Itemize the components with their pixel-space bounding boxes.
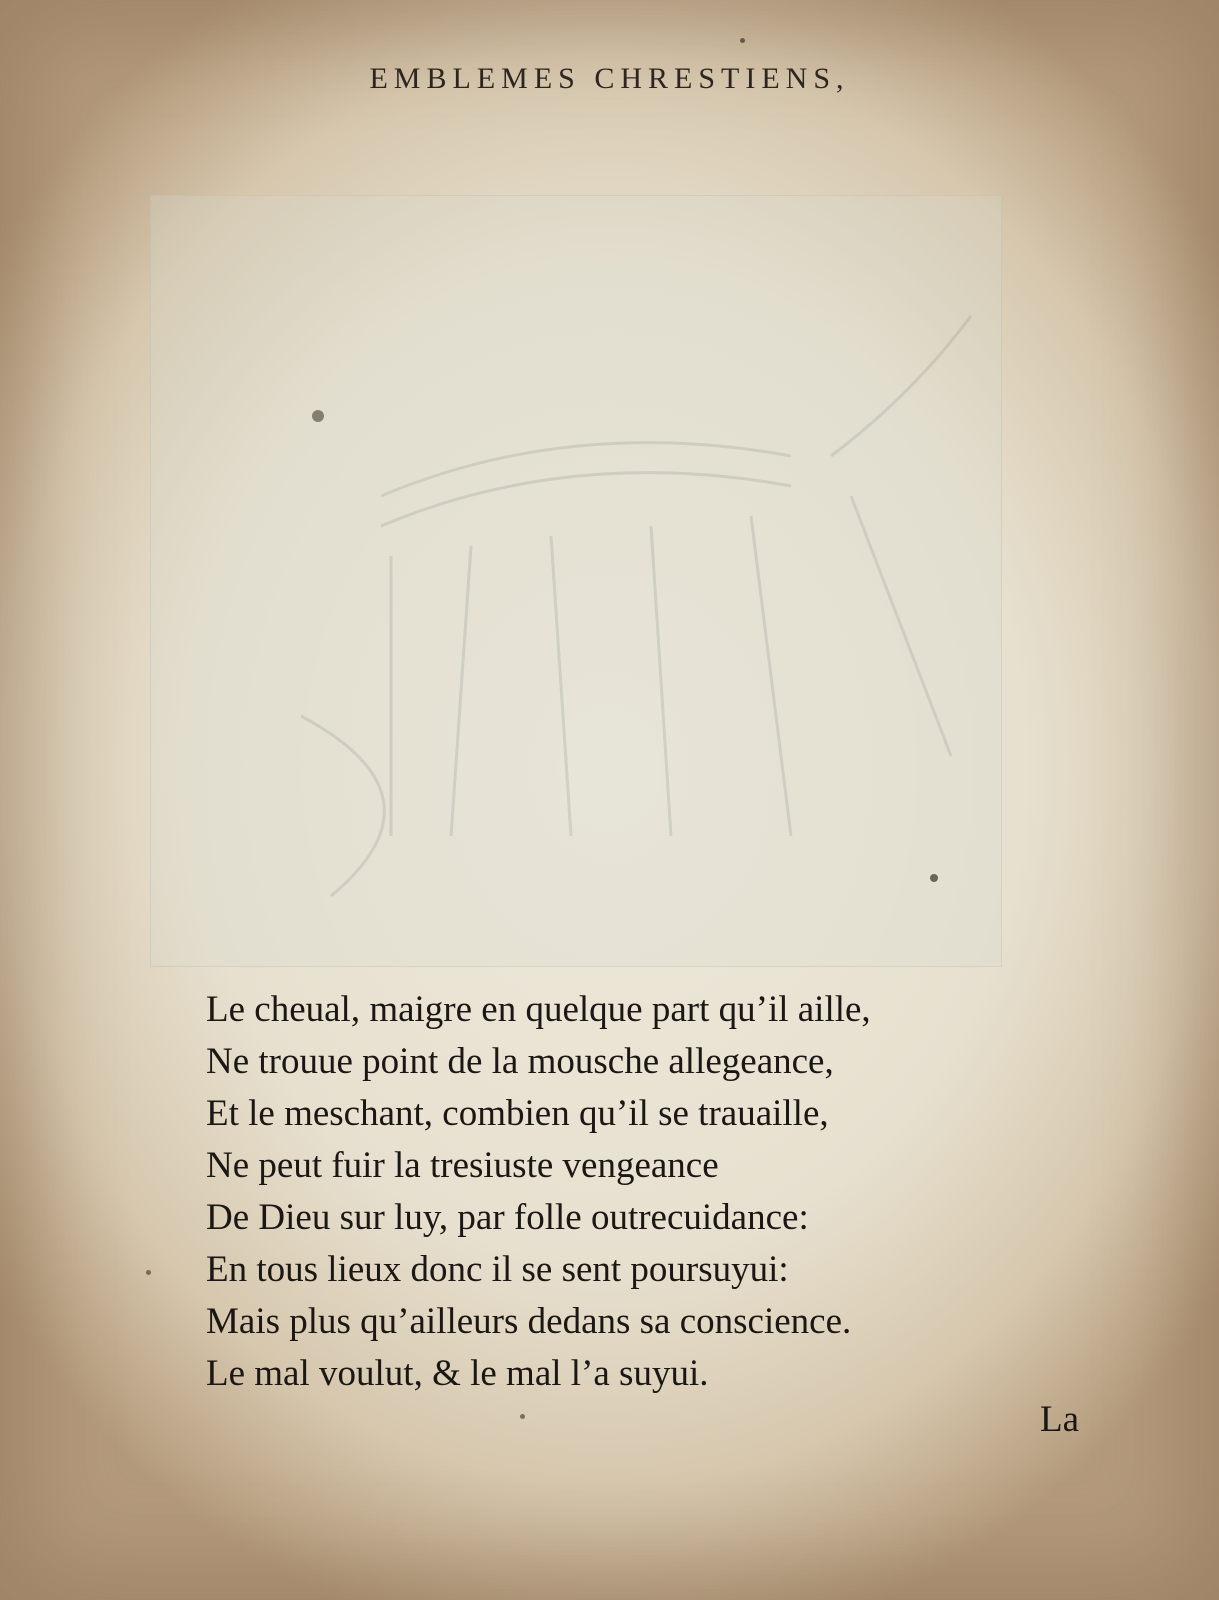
verse-line: Le cheual, maigre en quelque part qu’il aille, bbox=[206, 989, 871, 1030]
verse-line: Et le meschant, combien qu’il se trauaille, bbox=[206, 1093, 829, 1134]
running-head: EMBLEMES CHRESTIENS, bbox=[369, 62, 850, 95]
engraving-show-through bbox=[150, 195, 1002, 967]
paper-speck bbox=[520, 1414, 525, 1419]
verse-line: Ne trouue point de la mousche allegeance, bbox=[206, 1041, 834, 1082]
verse-line: Le mal voulut, & le mal l’a suyui. bbox=[206, 1353, 709, 1394]
verse-block bbox=[206, 984, 966, 1400]
faint-engraving bbox=[151, 196, 1001, 966]
paper-speck bbox=[930, 874, 938, 882]
paper-speck bbox=[146, 1270, 151, 1275]
paper-speck bbox=[312, 410, 324, 422]
verse-line: En tous lieux donc il se sent poursuyui: bbox=[206, 1249, 789, 1290]
paper-speck bbox=[740, 38, 745, 43]
catchword: La bbox=[1040, 1399, 1080, 1440]
verse-line: Mais plus qu’ailleurs dedans sa conscience. bbox=[206, 1301, 852, 1342]
verse-line: De Dieu sur luy, par folle outrecuidance: bbox=[206, 1197, 809, 1238]
verse-line: Ne peut fuir la tresiuste vengeance bbox=[206, 1145, 719, 1186]
